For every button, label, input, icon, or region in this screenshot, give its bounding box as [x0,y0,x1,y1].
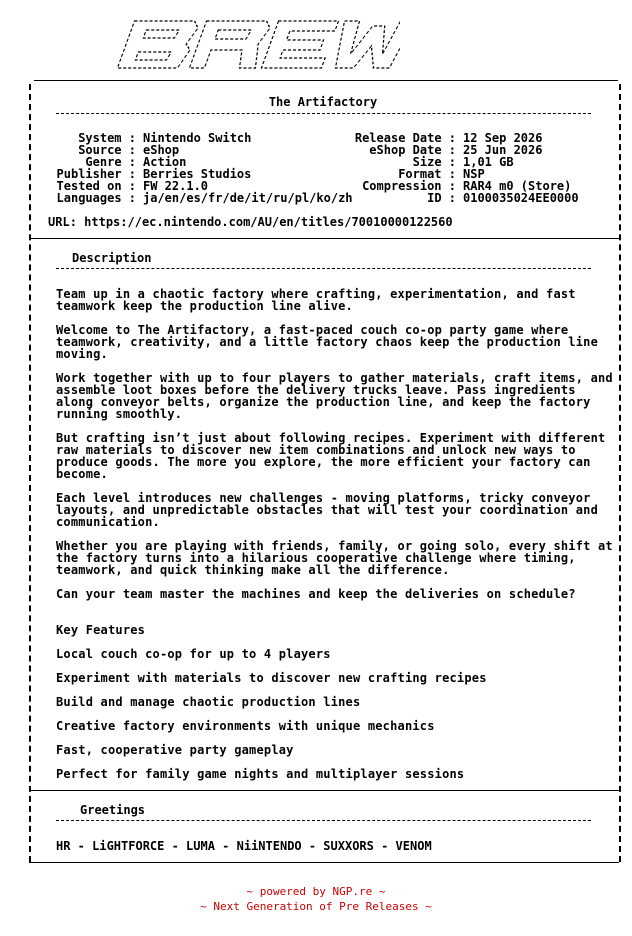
feature-item: Perfect for family game nights and multiplayer sessions [56,767,465,781]
release-date-value: 12 Sep 2026 [463,131,543,145]
section-divider-1 [29,238,619,239]
description-paragraph: Each level introduces new challenges - moving platforms, tricky conveyor layouts, and unpredictable obstacles that will test your coordination and communication. [56,491,598,529]
system-label: System : [78,131,136,145]
url-row: URL: https://ec.nintendo.com/AU/en/titles/70010000122560 [48,215,453,229]
feature-item: Fast, cooperative party gameplay [56,743,294,757]
greetings-heading: Greetings [80,803,146,817]
description-paragraph: But crafting isn’t just about following recipes. Experiment with different raw materials to discover new item combinations and unlock new ways to produce goods. The more you explore, the more efficient your factory can become. [56,431,606,481]
eshop-date-label: eShop Date : [369,143,456,157]
section-divider-2 [29,790,619,791]
greetings-text: HR - LiGHTFORCE - LUMA - NiiNTENDO - SUXXORS - VENOM [56,839,432,853]
feature-item: Experiment with materials to discover new crafting recipes [56,671,487,685]
tested-on-value: FW 22.1.0 [143,179,209,193]
description-paragraph: Team up in a chaotic factory where crafting, experimentation, and fast teamwork keep the production line alive. [56,287,576,313]
logo-outline [117,21,400,68]
logo-letter-b [117,21,200,68]
description-paragraph: Whether you are playing with friends, family, or going solo, every shift at the factory turns into a hilarious cooperative challenge where timing, teamwork, and quick thinking make all the difference. [56,539,613,577]
publisher-value: Berries Studios [143,167,252,181]
footer-powered-by[interactable]: ~ powered by NGP.re ~ [246,885,386,898]
feature-item: Local couch co-op for up to 4 players [56,647,331,661]
description-paragraph: Welcome to The Artifactory, a fast-paced couch co-op party game where teamwork, creativity, and a little factory chaos keep the production line moving. [56,323,598,361]
greetings-separator [56,820,591,821]
title-separator [56,113,591,114]
format-label: Format : [398,167,456,181]
size-value: 1,01 GB [463,155,514,169]
genre-label: Genre : [85,155,136,169]
key-features-heading: Key Features [56,623,146,637]
compression-label: Compression : [362,179,456,193]
release-title: The Artifactory [268,95,378,109]
publisher-label: Publisher : [56,167,136,181]
format-value: NSP [463,167,485,181]
genre-value: Action [143,155,187,169]
feature-item: Build and manage chaotic production lines [56,695,361,709]
id-value: 0100035024EE0000 [463,191,579,205]
feature-item: Creative factory environments with unique mechanics [56,719,435,733]
id-label: ID : [427,191,456,205]
logo-underline [34,80,618,81]
description-separator [56,268,591,269]
release-date-label: Release Date : [354,131,456,145]
url-label: URL [48,215,70,229]
url-link[interactable]: https://ec.nintendo.com/AU/en/titles/70010000122560 [84,215,453,229]
brews-logo [70,6,400,86]
source-label: Source : [78,143,136,157]
logo-letter-w [327,21,400,68]
logo-letter-e [261,21,338,68]
system-value: Nintendo Switch [143,131,252,145]
languages-label: Languages : [56,191,136,205]
languages-value: ja/en/es/fr/de/it/ru/pl/ko/zh [143,191,353,205]
source-value: eShop [143,143,180,157]
logo-letter-r [189,21,272,68]
description-heading: Description [72,251,152,265]
eshop-date-value: 25 Jun 2026 [463,143,543,157]
frame-bottom [29,862,619,863]
tested-on-label: Tested on : [56,179,136,193]
footer-tagline: ~ Next Generation of Pre Releases ~ [200,900,432,913]
compression-value: RAR4 m0 (Store) [463,179,572,193]
size-label: Size : [412,155,456,169]
description-paragraph: Can your team master the machines and keep the deliveries on schedule? [56,587,576,601]
description-paragraph: Work together with up to four players to gather materials, craft items, and assemble loot boxes before the delivery trucks leave. Pass ingredients along conveyor belts, organize the production line, and keep the factory running smoothly. [56,371,613,421]
